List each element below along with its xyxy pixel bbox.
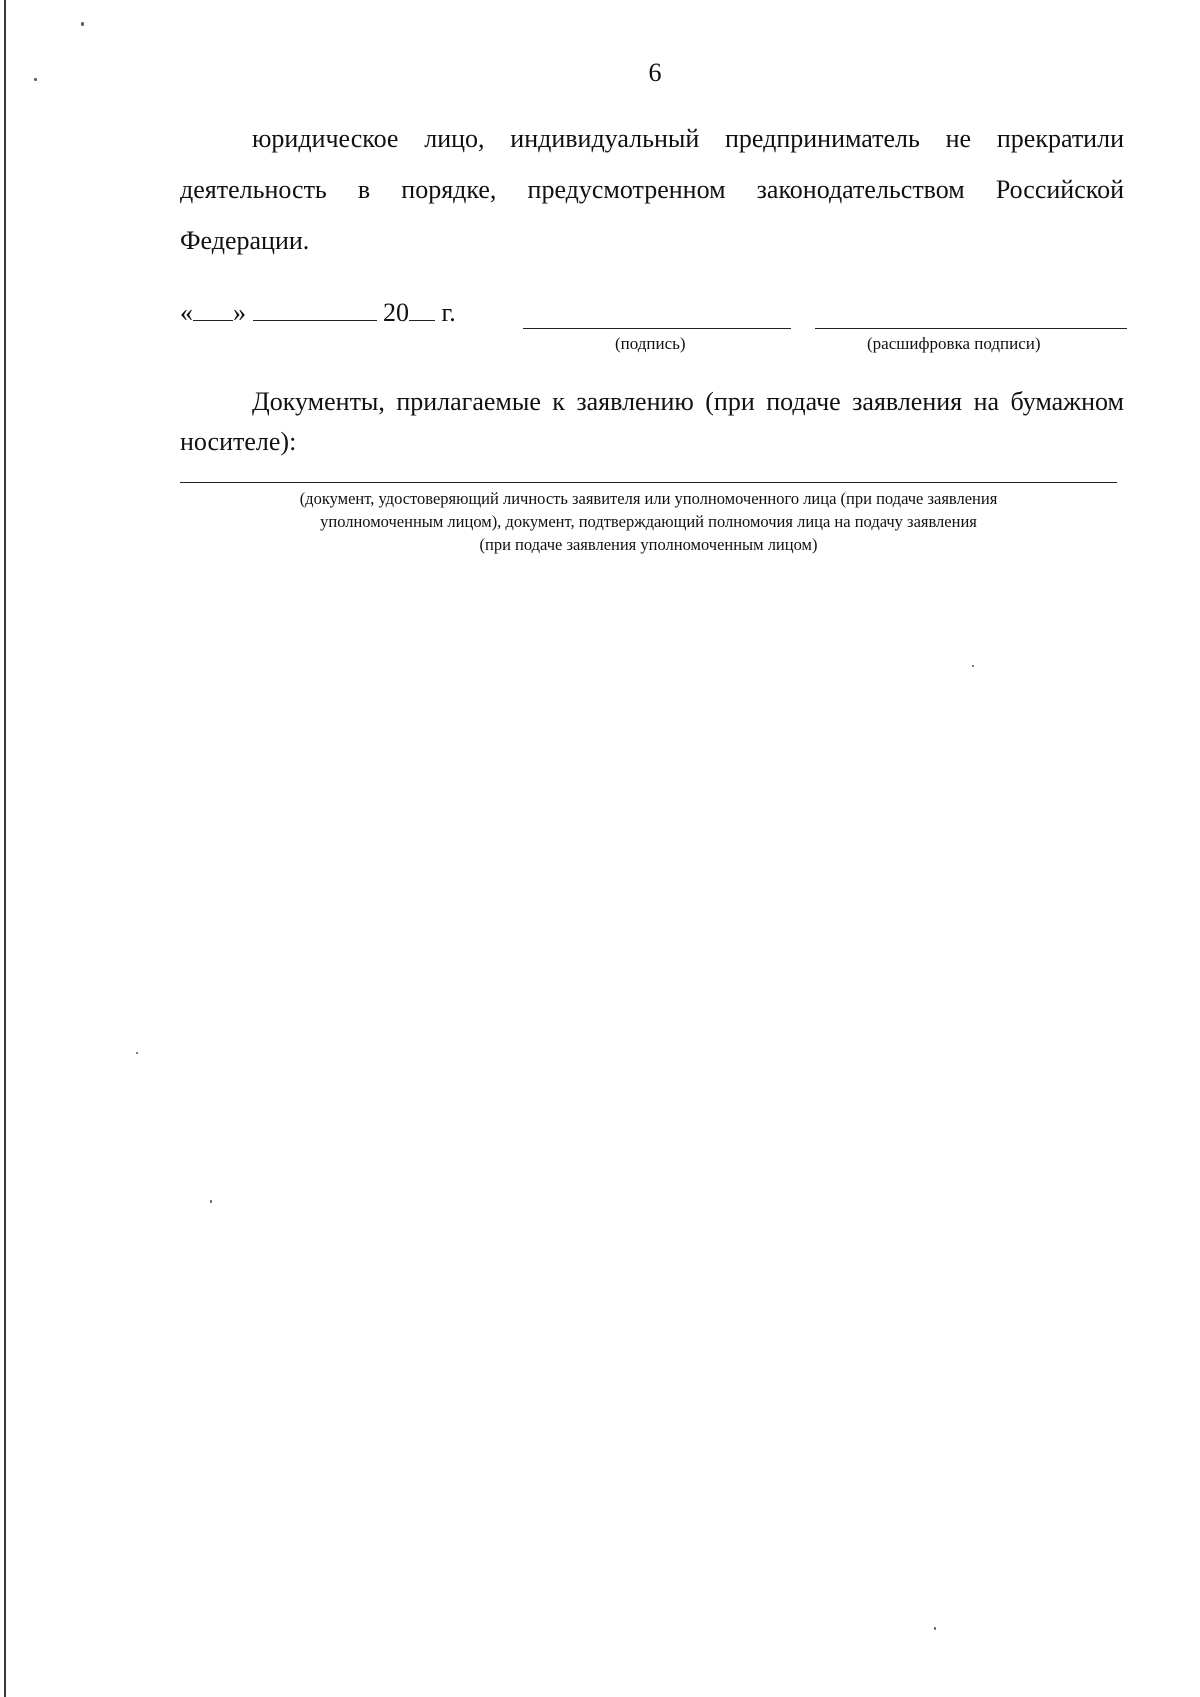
- scan-page-edge: [4, 0, 6, 1697]
- documents-fill-line: [180, 482, 1117, 483]
- documents-caption: [180, 487, 1117, 556]
- signature-caption: (подпись): [615, 334, 686, 353]
- month-blank: [253, 300, 377, 321]
- day-blank: [193, 300, 233, 321]
- year-prefix: 20: [383, 298, 409, 327]
- scan-speck: [136, 1052, 138, 1054]
- year-blank: [409, 300, 435, 321]
- scan-speck: [934, 1627, 936, 1630]
- attached-documents-paragraph: [180, 382, 1124, 462]
- signature-line: [523, 328, 791, 329]
- attached-documents-text: Документы, прилагаемые к заявлению (при подаче заявления на бумажном носителе):: [180, 387, 1124, 456]
- date-close-quote: »: [233, 298, 246, 327]
- documents-caption-line: (при подаче заявления уполномоченным лицом): [479, 535, 818, 554]
- page-number: 6: [648, 58, 662, 87]
- signature-decode-line: [815, 328, 1127, 329]
- date-field: [180, 298, 456, 328]
- year-suffix: г.: [441, 298, 456, 327]
- scan-speck: [81, 22, 84, 26]
- paragraph-text: юридическое лицо, индивидуальный предприниматель не прекратили деятельность в порядке, предусмотренном законодательством Российской Федерации.: [180, 124, 1124, 255]
- documents-caption-line: уполномоченным лицом), документ, подтверждающий полномочия лица на подачу заявления: [320, 512, 977, 531]
- scan-speck: [972, 665, 974, 667]
- signature-decode-caption: (расшифровка подписи): [867, 334, 1041, 353]
- date-open-quote: «: [180, 298, 193, 327]
- paragraph-continuation: [180, 113, 1124, 266]
- scan-speck: [210, 1200, 212, 1203]
- documents-caption-line: (документ, удостоверяющий личность заявителя или уполномоченного лица (при подаче заявления: [299, 489, 998, 508]
